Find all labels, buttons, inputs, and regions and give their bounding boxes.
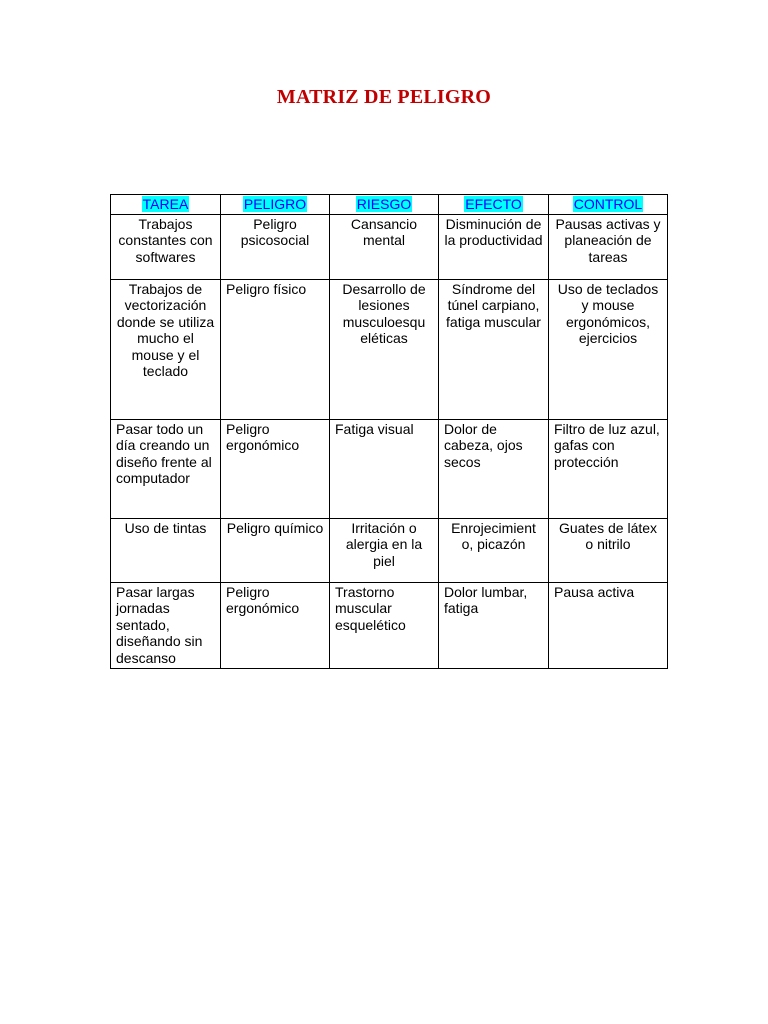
cell-control: Filtro de luz azul, gafas con protección [549,419,668,518]
cell-control: Guates de látex o nitrilo [549,518,668,582]
cell-peligro: Peligro ergonómico [221,582,330,669]
cell-riesgo: Desarrollo de lesiones musculoesqu eléticas [330,279,439,419]
page-title: MATRIZ DE PELIGRO [276,86,492,108]
header-label: RIESGO [356,196,412,212]
cell-riesgo: Fatiga visual [330,419,439,518]
cell-tarea: Pasar todo un día creando un diseño frente al computador [111,419,221,518]
cell-peligro: Peligro psicosocial [221,214,330,279]
cell-efecto: Dolor de cabeza, ojos secos [439,419,549,518]
header-efecto [439,195,549,215]
cell-riesgo: Trastorno muscular esquelético [330,582,439,669]
header-tarea [111,195,221,215]
cell-tarea: Uso de tintas [111,518,221,582]
cell-peligro: Peligro ergonómico [221,419,330,518]
cell-control: Pausas activas y planeación de tareas [549,214,668,279]
cell-riesgo: Irritación o alergia en la piel [330,518,439,582]
header-label: CONTROL [573,196,643,212]
table-row [111,518,668,582]
table-row [111,419,668,518]
cell-efecto: Enrojecimient o, picazón [439,518,549,582]
header-control [549,195,668,215]
cell-tarea: Pasar largas jornadas sentado, diseñando sin descanso [111,582,221,669]
cell-tarea: Trabajos de vectorización donde se utiliza mucho el mouse y el teclado [111,279,221,419]
cell-tarea: Trabajos constantes con softwares [111,214,221,279]
table-row [111,214,668,279]
header-label: PELIGRO [243,196,307,212]
cell-riesgo: Cansancio mental [330,214,439,279]
table-header-row [111,195,668,215]
header-label: EFECTO [465,196,522,212]
header-label: TAREA [142,196,189,212]
cell-efecto: Disminución de la productividad [439,214,549,279]
cell-efecto: Síndrome del túnel carpiano, fatiga muscular [439,279,549,419]
table-row [111,279,668,419]
cell-peligro: Peligro químico [221,518,330,582]
header-riesgo [330,195,439,215]
hazard-matrix-table [110,194,668,669]
cell-peligro: Peligro físico [221,279,330,419]
cell-efecto: Dolor lumbar, fatiga [439,582,549,669]
table-row [111,582,668,669]
cell-control: Pausa activa [549,582,668,669]
cell-control: Uso de teclados y mouse ergonómicos, ejercicios [549,279,668,419]
header-peligro [221,195,330,215]
